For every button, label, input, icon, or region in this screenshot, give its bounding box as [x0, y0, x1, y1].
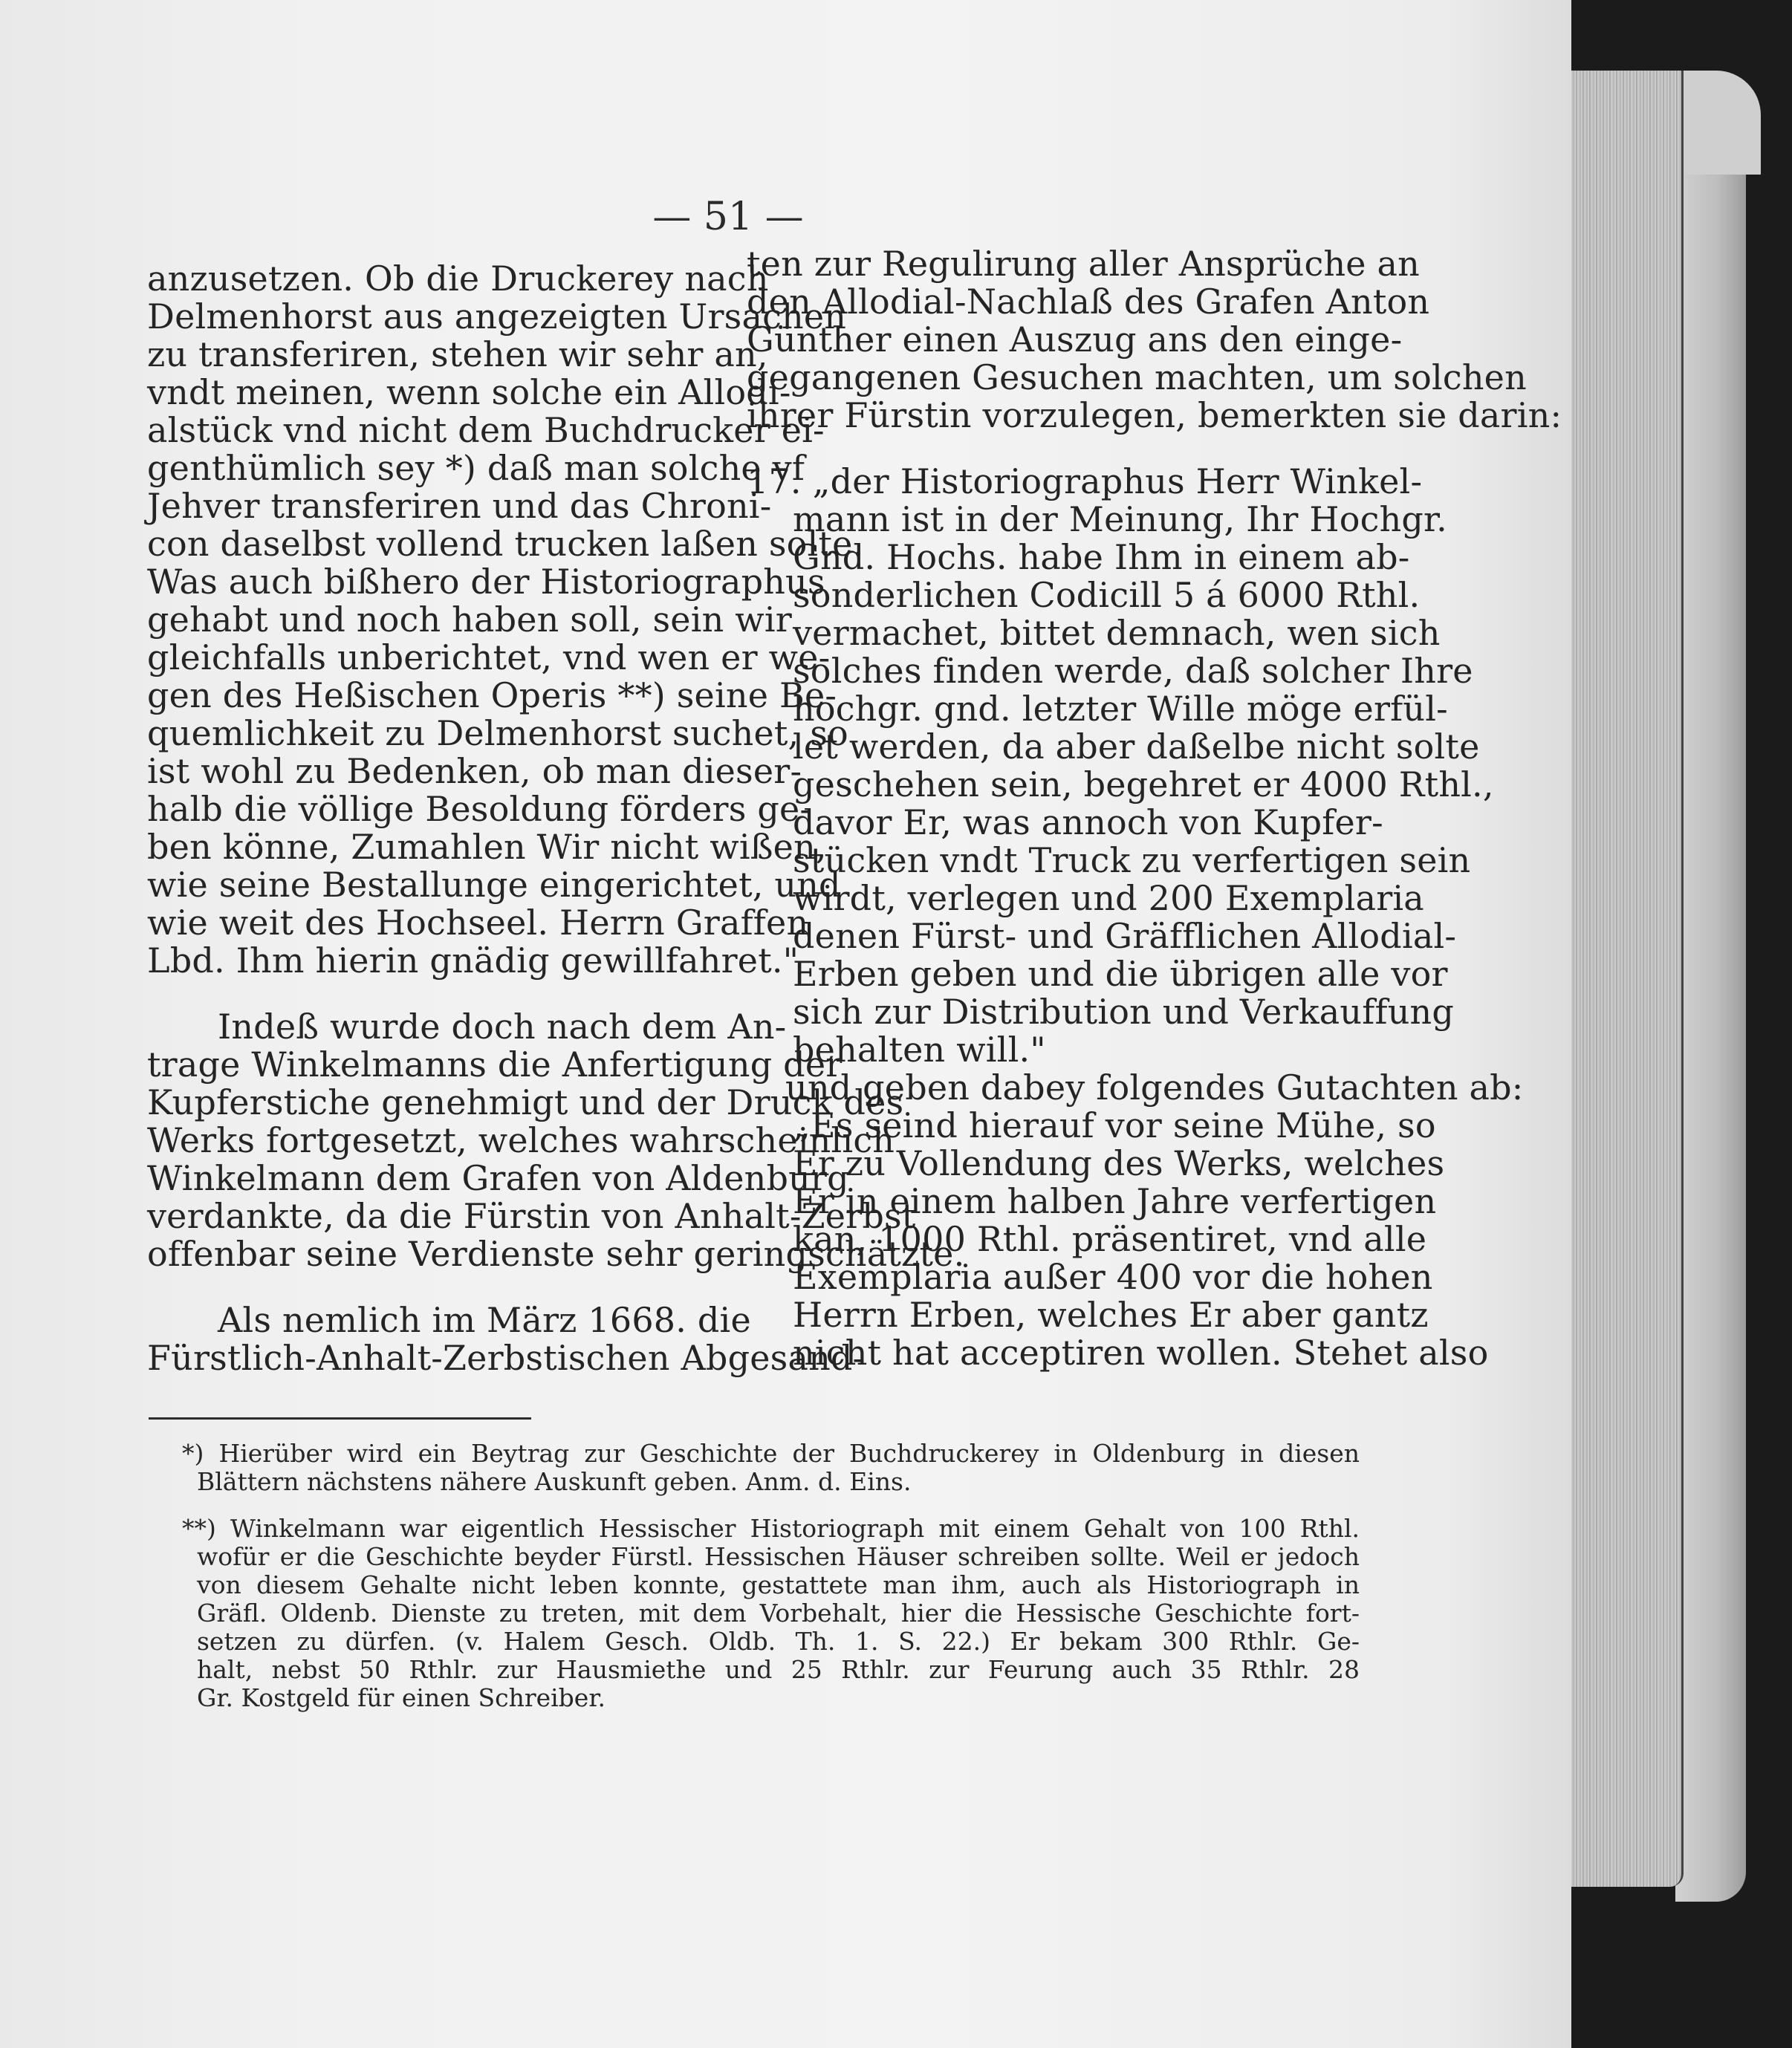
- text-line: Kupferstiche genehmigt und der Druck des: [147, 1082, 904, 1122]
- text-line: Fürstlich-Anhalt-Zerbstischen Abgesand-: [147, 1338, 865, 1378]
- text-line: davor Er, was annoch von Kupfer-: [793, 802, 1383, 842]
- text-line: Jehver transferiren und das Chroni-: [147, 486, 772, 526]
- text-line: Erben geben und die übrigen alle vor: [793, 954, 1448, 994]
- text-line: denen Fürst- und Gräfflichen Allodial-: [793, 916, 1457, 956]
- footnote-line: setzen zu dürfen. (v. Halem Gesch. Oldb. Th. 1. S. 22.) Er bekam 300 Rthlr. Ge-: [197, 1627, 1360, 1656]
- paragraph-gap: [747, 435, 1334, 463]
- text-line: Herrn Erben, welches Er aber gantz: [793, 1295, 1429, 1335]
- text-line: ihrer Fürstin vorzulegen, bemerkten sie darin:: [747, 395, 1562, 435]
- footnote-divider: [149, 1417, 531, 1420]
- text-line: anzusetzen. Ob die Druckerey nach: [147, 259, 769, 299]
- text-line: gen des Heßischen Operis **) seine Be-: [147, 675, 837, 715]
- text-line: alstück vnd nicht dem Buchdrucker ei-: [147, 410, 825, 450]
- text-line: 17. „der Historiographus Herr Winkel-: [747, 461, 1423, 501]
- text-line: behalten will.": [793, 1030, 1046, 1070]
- text-line: Delmenhorst aus angezeigten Ursachen: [147, 296, 847, 337]
- text-line: stücken vndt Truck zu verfertigen sein: [793, 840, 1471, 880]
- footnote-line: **) Winkelmann war eigentlich Hessischer Historiograph mit einem Gehalt von 100 Rthl.: [182, 1514, 1360, 1543]
- text-line: vndt meinen, wenn solche ein Allodi-: [147, 372, 791, 412]
- text-line: sich zur Distribution und Verkauffung: [793, 992, 1455, 1032]
- right-paragraph-1: [747, 244, 1562, 435]
- text-line: let werden, da aber daßelbe nicht solte: [793, 726, 1480, 767]
- paragraph-gap: [147, 980, 712, 1008]
- text-line: mann ist in der Meinung, Ihr Hochgr.: [793, 499, 1447, 539]
- text-line: wirdt, verlegen und 200 Exemplaria: [793, 878, 1424, 918]
- footnotes: [182, 1440, 1360, 1731]
- text-line: kan, 1000 Rthl. präsentiret, vnd alle: [793, 1219, 1427, 1259]
- text-line: Was auch bißhero der Historiographus: [147, 562, 825, 602]
- text-line: verdankte, da die Fürstin von Anhalt-Zerbst: [147, 1196, 916, 1236]
- text-line: ist wohl zu Bedenken, ob man dieser-: [147, 751, 802, 791]
- book-cover-edge: [1675, 74, 1746, 1902]
- text-line: ten zur Regulirung aller Ansprüche an: [747, 244, 1420, 284]
- text-line: sonderlichen Codicill 5 á 6000 Rthl.: [793, 575, 1421, 615]
- right-column: [747, 244, 1562, 1373]
- paragraph-gap: [147, 1273, 712, 1301]
- book-page-edges: [1560, 71, 1684, 1887]
- text-line: und geben dabey folgendes Gutachten ab:: [785, 1067, 1524, 1108]
- text-line: Als nemlich im März 1668. die: [218, 1300, 751, 1340]
- page-number: — 51 —: [652, 195, 804, 239]
- text-line: wie weit des Hochseel. Herrn Graffen: [147, 903, 809, 943]
- text-line: Lbd. Ihm hierin gnädig gewillfahret.": [147, 940, 799, 981]
- footnote-line: von diesem Gehalte nicht leben konnte, gestattete man ihm, auch als Historiograph in: [197, 1570, 1360, 1599]
- text-line: Winkelmann dem Grafen von Aldenburg: [147, 1158, 849, 1198]
- footnote-line: halt, nebst 50 Rthlr. zur Hausmiethe und 25 Rthlr. zur Feurung auch 35 Rthlr. 28: [197, 1655, 1360, 1684]
- footnote-line: wofür er die Geschichte beyder Fürstl. Hessischen Häuser schreiben sollte. Weil er jedoch: [197, 1542, 1360, 1571]
- text-line: Er in einem halben Jahre verfertigen: [793, 1181, 1437, 1221]
- text-line: genthümlich sey *) daß man solche vf: [147, 448, 805, 488]
- text-line: quemlichkeit zu Delmenhorst suchet, so: [147, 713, 848, 753]
- right-paragraph-2: [747, 1067, 1524, 1373]
- text-line: gehabt und noch haben soll, sein wir: [147, 599, 792, 640]
- text-line: Indeß wurde doch nach dem An-: [218, 1007, 787, 1047]
- text-line: halb die völlige Besoldung förders ge-: [147, 789, 812, 829]
- footnote-line: Gr. Kostgeld für einen Schreiber.: [197, 1683, 606, 1712]
- footnote-2: [182, 1515, 1360, 1712]
- text-line: „Es seind hierauf vor seine Mühe, so: [793, 1105, 1436, 1145]
- footnote-line: Gräfl. Oldenb. Dienste zu treten, mit dem Vorbehalt, hier die Hessische Geschichte fort-: [197, 1599, 1360, 1628]
- text-line: trage Winkelmanns die Anfertigung der: [147, 1044, 843, 1085]
- text-line: solches finden werde, daß solcher Ihre: [793, 651, 1473, 691]
- text-line: vermachet, bittet demnach, wen sich: [793, 613, 1441, 653]
- text-line: geschehen sein, begehret er 4000 Rthl.,: [793, 764, 1494, 804]
- text-line: con daselbst vollend trucken laßen solte.: [147, 524, 864, 564]
- text-line: Exemplaria außer 400 vor die hohen: [793, 1257, 1433, 1297]
- text-line: nicht hat acceptiren wollen. Stehet also: [793, 1333, 1489, 1373]
- text-line: ben könne, Zumahlen Wir nicht wißen,: [147, 827, 827, 867]
- text-line: den Allodial-Nachlaß des Grafen Anton: [747, 282, 1430, 322]
- text-line: wie seine Bestallunge eingerichtet, und: [147, 865, 841, 905]
- text-line: gleichfalls unberichtet, vnd wen er we-: [147, 637, 831, 677]
- footnote-line: Blättern nächstens nähere Auskunft geben. Anm. d. Eins.: [197, 1467, 912, 1496]
- text-line: offenbar seine Verdienste sehr geringschätzte.: [147, 1234, 965, 1274]
- text-line: gegangenen Gesuchen machten, um solchen: [747, 357, 1527, 397]
- text-line: Werks fortgesetzt, welches wahrscheinlich: [147, 1120, 895, 1160]
- text-line: zu transferiren, stehen wir sehr an,: [147, 334, 768, 374]
- right-quote: [747, 461, 1494, 1070]
- text-line: Gnd. Hochs. habe Ihm in einem ab-: [793, 537, 1410, 577]
- text-line: Günther einen Auszug ans den einge-: [747, 319, 1403, 360]
- footnote-line: *) Hierüber wird ein Beytrag zur Geschichte der Buchdruckerey in Oldenburg in diesen: [182, 1439, 1360, 1468]
- text-line: Er zu Vollendung des Werks, welches: [793, 1143, 1445, 1183]
- footnote-1: [182, 1440, 1360, 1496]
- left-paragraph-1: [147, 259, 864, 981]
- text-line: hochgr. gnd. letzter Wille möge erfül-: [793, 689, 1448, 729]
- left-paragraph-3: [147, 1300, 865, 1378]
